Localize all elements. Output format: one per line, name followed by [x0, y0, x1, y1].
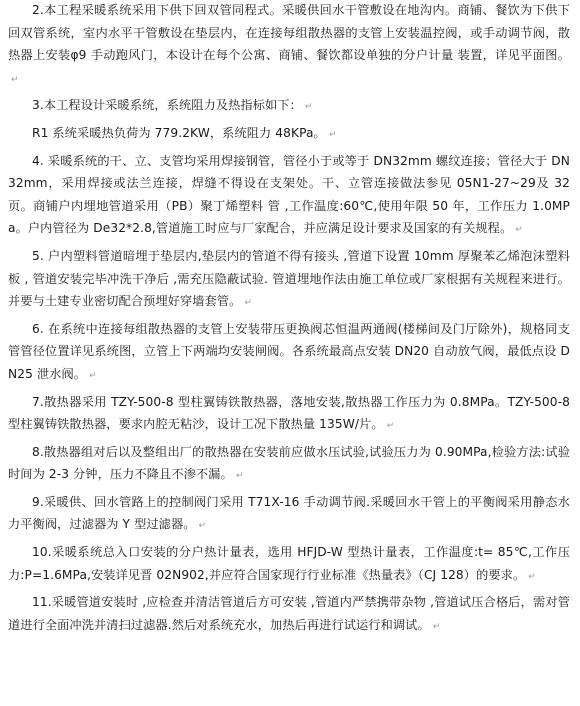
paragraph-mark-icon: ↵ — [515, 225, 523, 236]
paragraph-2 — [8, 0, 570, 91]
paragraph-5 — [8, 245, 570, 315]
paragraph-mark-icon: ↵ — [328, 129, 337, 140]
paragraph-text: 3.本工程设计采暖系统，系统阻力及热指标如下： — [32, 98, 302, 113]
paragraph-mark-icon: ↵ — [11, 74, 19, 85]
paragraph-mark-icon: ↵ — [244, 298, 253, 309]
paragraph-10 — [8, 541, 570, 588]
paragraph-mark-icon: ↵ — [235, 471, 244, 482]
paragraph-text: 10.采暖系统总入口安装的分户热计量表，选用 HFJD-W 型热计量表，工作温度:t= 85℃,工作压力:P=1.6MPa,安装详见晋 02N902,并应符合国家现行行业标准《热量表》（CJ 128）的要求。 — [8, 545, 570, 582]
paragraph-3-detail — [8, 122, 570, 147]
paragraph-text: 4. 采暖系统的干、立、支管均采用焊接钢管，管径小于或等于 DN32mm 螺纹连接；管径大于 DN32mm，采用焊接或法兰连接，焊缝不得设在支架处。干、立管连接做法参见 05N1-27~29及 32 页。商铺户内埋地管道采用（PB）聚丁烯塑料 管 ,工作温度:60℃,使用年限 50 年，工作压力 1.0MPa。户内管径为 De32*2.8,管道施工时应与厂家配合，并应满足设计要求及国家的有关规程。 — [8, 153, 570, 236]
paragraph-text: 6. 在系统中连接每组散热器的支管上安装带压更换阀芯恒温两通阀(楼梯间及门厅除外)，规格同支管管径位置详见系统图，立管上下两端均安装闸阀。各系统最高点安装 DN20 自动放气阀，最低点设 DN25 泄水阀。 — [8, 321, 570, 381]
paragraph-mark-icon: ↵ — [89, 370, 97, 381]
paragraph-mark-icon: ↵ — [432, 621, 441, 632]
paragraph-text: 7.散热器采用 TZY-500-8 型柱翼铸铁散热器，落地安装,散热器工作压力为 0.8MPa。TZY-500-8 型柱翼铸铁散热器，要求内腔无粘沙，设计工况下散热量 135W/片。 — [8, 394, 570, 432]
paragraph-3 — [8, 94, 570, 119]
paragraph-9 — [8, 491, 570, 538]
paragraph-mark-icon: ↵ — [386, 421, 395, 432]
paragraph-text: 5. 户内塑料管道暗埋于垫层内,垫层内的管道不得有接头 ,管道下设置 10mm 厚聚苯乙烯泡沫塑料板 , 管道安装完毕冲洗干净后 ,需充压隐蔽试验. 管道埋地作法由施工单位或厂家根据有关规程来进行。并要与土建专业密切配合预埋好穿墙套管。 — [8, 248, 570, 309]
paragraph-6 — [8, 318, 570, 388]
paragraph-text: 8.散热器组对后以及整组出厂的散热器在安装前应做水压试验,试验压力为 0.90MPa,检验方法:试验时间为 2-3 分钟，压力不降且不渗不漏。 — [8, 444, 570, 482]
paragraph-text: 9.采暖供、回水管路上的控制阀门采用 T71X-16 手动调节阀.采暖回水干管上的平衡阀采用静态水力平衡阀，过滤器为 Y 型过滤器。 — [8, 494, 570, 532]
paragraph-mark-icon: ↵ — [198, 521, 207, 532]
paragraph-mark-icon: ↵ — [528, 571, 536, 582]
paragraph-text: 11.采暖管道安装时 ,应检查并清洁管道后方可安装 ,管道内严禁携带杂物 ,管道试压合格后，需对管道进行全面冲洗并清扫过滤器.然后对系统充水，加热后再进行试运行和调试。 — [8, 595, 570, 632]
paragraph-text: 2.本工程采暖系统采用下供下回双管同程式。采暖供回水干管敷设在地沟内。商铺、餐饮为下供下回双管系统，室内水平干管敷设在垫层内，在连接每组散热器的支管上安装温控阀，或手动调节阀，散热器上安装φ9 手动跑风门，本设计在每个公寓、商铺、餐饮都设单独的分户计量 装置，详见平面图。 — [8, 3, 570, 63]
paragraph-7 — [8, 391, 570, 438]
paragraph-mark-icon: ↵ — [304, 102, 313, 113]
paragraph-11 — [8, 591, 570, 638]
paragraph-8 — [8, 441, 570, 488]
paragraph-4 — [8, 150, 570, 242]
paragraph-text: R1 系统采暖热负荷为 779.2KW，系统阻力 48KPa。 — [32, 125, 326, 140]
